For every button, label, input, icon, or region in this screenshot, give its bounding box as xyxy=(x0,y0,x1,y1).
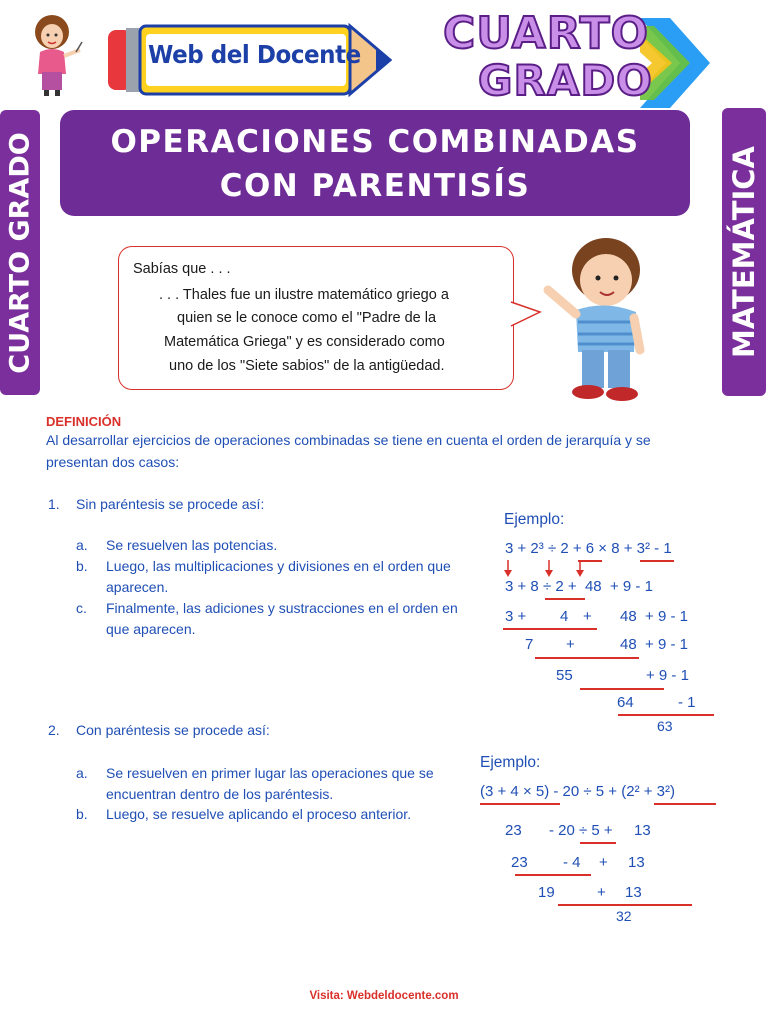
case1-item-letter: c. xyxy=(76,600,87,616)
example1-term: 3 + xyxy=(505,608,527,625)
case2-number: 2. xyxy=(48,722,60,738)
definition-line: Al desarrollar ejercicios de operaciones combinadas se tiene en cuenta el orden de jerarquía y se xyxy=(46,432,651,448)
teacher-illustration xyxy=(22,12,84,98)
page-title-line2: CON PARENTISÍS xyxy=(219,168,531,204)
case1-item-text: que aparecen. xyxy=(106,621,196,637)
underline-mark xyxy=(480,803,560,805)
underline-mark xyxy=(640,560,674,562)
example1-term: 7 xyxy=(525,636,534,653)
example1-row: 3 + 2³ ÷ 2 + 6 × 8 + 3² - 1 xyxy=(505,540,672,557)
bubble-line: Matemática Griega" y es considerado como xyxy=(164,334,445,350)
side-label-right-text: MATEMÁTICA xyxy=(727,146,761,358)
side-label-left-text: CUARTO GRADO xyxy=(4,131,36,374)
example2-term: 13 xyxy=(628,854,645,871)
case1-item-text: aparecen. xyxy=(106,579,169,595)
underline-mark xyxy=(515,874,591,876)
fact-bubble xyxy=(118,246,514,390)
underline-mark xyxy=(558,904,692,906)
example1-term: 48 + 9 - 1 xyxy=(620,608,688,625)
example1-term: - 1 xyxy=(678,694,696,711)
page-title-box xyxy=(60,110,690,216)
case1-item-letter: a. xyxy=(76,537,88,553)
bubble-line: . . . Thales fue un ilustre matemático griego a xyxy=(159,287,449,303)
underline-mark xyxy=(580,842,616,844)
example2-term: 13 xyxy=(634,822,651,839)
underline-mark xyxy=(545,598,585,600)
case2-item-letter: b. xyxy=(76,806,88,822)
case1-number: 1. xyxy=(48,496,60,512)
bubble-line: quien se le conoce como el "Padre de la xyxy=(177,310,437,326)
underline-mark xyxy=(503,628,597,630)
boy-illustration xyxy=(536,226,656,408)
example2-term: - 20 ÷ 5 + xyxy=(549,822,613,839)
footer-link[interactable]: Visita: Webdeldocente.com xyxy=(309,990,459,1002)
example1-result: 63 xyxy=(657,718,673,734)
underline-mark xyxy=(654,803,716,805)
definition-title: DEFINICIÓN xyxy=(46,414,122,429)
example2-result: 32 xyxy=(616,908,632,924)
down-arrow-icons xyxy=(500,558,600,578)
case1-item-letter: b. xyxy=(76,558,88,574)
banner-grado: GRADO xyxy=(478,56,653,105)
underline-mark xyxy=(580,688,664,690)
example2-term: 23 xyxy=(511,854,528,871)
case1-heading: Sin paréntesis se procede así: xyxy=(76,496,265,512)
banner-cuarto: CUARTO xyxy=(443,8,650,59)
example2-term: + xyxy=(597,884,606,901)
case2-item-letter: a. xyxy=(76,765,88,781)
definition-line: presentan dos casos: xyxy=(46,454,180,470)
bubble-line: uno de los "Siete sabios" de la antigüedad. xyxy=(169,358,445,374)
example1-term: 64 xyxy=(617,694,634,711)
side-label-left xyxy=(0,110,40,395)
page-title-line1: OPERACIONES COMBINADAS xyxy=(110,124,640,160)
example2-label: Ejemplo: xyxy=(480,754,541,771)
example1-label: Ejemplo: xyxy=(504,511,565,528)
example1-term: 4 xyxy=(560,608,569,625)
case1-item-text: Finalmente, las adiciones y sustracciones en el orden en xyxy=(106,600,458,616)
example1-term: + 9 - 1 xyxy=(646,667,689,684)
side-label-right xyxy=(722,108,766,396)
underline-mark xyxy=(618,714,714,716)
example1-row: 3 + 8 ÷ 2 + 48 + 9 - 1 xyxy=(505,578,653,595)
example1-term: + xyxy=(583,608,592,625)
example1-term: + xyxy=(566,636,575,653)
example2-term: - 4 xyxy=(563,854,581,871)
example1-term: 48 + 9 - 1 xyxy=(620,636,688,653)
case2-item-text: Luego, se resuelve aplicando el proceso anterior. xyxy=(106,806,412,822)
case2-item-text: encuentran dentro de los paréntesis. xyxy=(106,786,334,802)
logo-text: Web del Docente xyxy=(148,40,361,69)
example2-term: 23 xyxy=(505,822,522,839)
case1-item-text: Luego, las multiplicaciones y divisiones en el orden que xyxy=(106,558,451,574)
example2-term: 13 xyxy=(625,884,642,901)
bubble-line: Sabías que . . . xyxy=(133,261,231,277)
example2-term: 19 xyxy=(538,884,555,901)
case2-item-text: Se resuelven en primer lugar las operaciones que se xyxy=(106,765,434,781)
example2-term: + xyxy=(599,854,608,871)
case2-heading: Con paréntesis se procede así: xyxy=(76,722,270,738)
underline-mark xyxy=(535,657,639,659)
example1-term: 55 xyxy=(556,667,573,684)
example2-row: (3 + 4 × 5) - 20 ÷ 5 + (2² + 3²) xyxy=(480,783,675,800)
case1-item-text: Se resuelven las potencias. xyxy=(106,537,278,553)
